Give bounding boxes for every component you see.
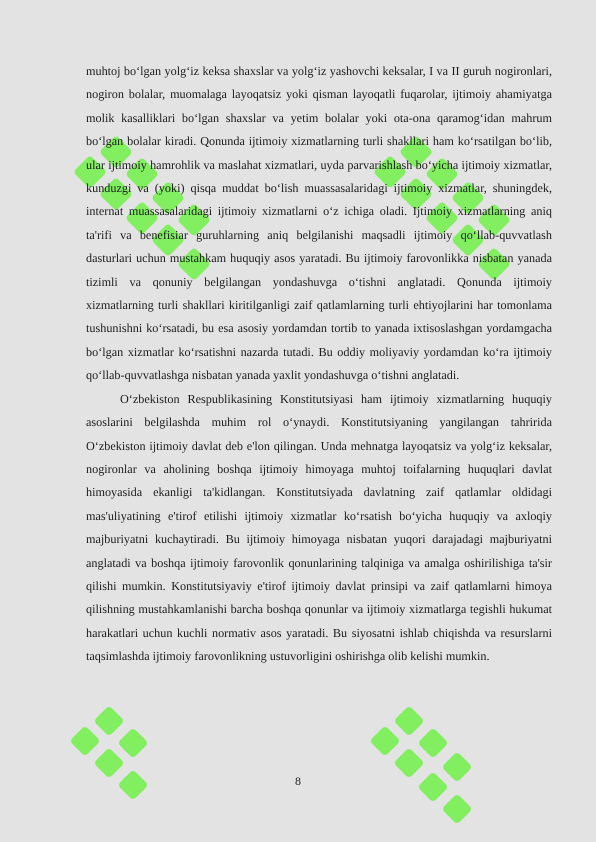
watermark-mark [60, 700, 180, 820]
watermark-mark [360, 690, 510, 840]
paragraph: O‘zbekiston Respublikasining Konstitutsiyasi ham ijtimoiy xizmatlarning huquqiy asoslarini belgilashda muhim rol o‘ynaydi. Konstitutsiyaning yangilangan tahririda O‘zbekiston ijtimoiy davlat deb e'lon qilingan. Unda mehnatga layoqatsiz va yolg‘iz keksalar, nogironlar va aholining boshqa ijtimoiy himoyaga muhtoj toifalarning huquqlari davlat himoyasida ekanligi ta'kidlangan. Konstitutsiyada davlatning zaif qatlamlar oldidagi mas'uliyatining e'tirof etilishi ijtimoiy xizmatlar ko‘rsatish bo‘yicha huquqiy va axloqiy majburiyatni kuchaytiradi. Bu ijtimoiy himoyaga nisbatan yuqori darajadagi majburiyatni anglatadi va boshqa ijtimoiy farovonlik qonunlarining talqiniga va amalga oshirilishiga ta'sir qilishi mumkin. Konstitutsiyaviy e'tirof ijtimoiy davlat prinsipi va zaif qatlamlarni himoya qilishning mustahkamlanishi barcha boshqa qonunlar va ijtimoiy xizmatlarga tegishli hukumat harakatlari uchun kuchli normativ asos yaratadi. Bu siyosatni ishlab chiqishda va resurslarni taqsimlashda ijtimoiy farovonlikning ustuvorligini oshirishga olib kelishi mumkin. [86, 391, 552, 664]
paragraph: muhtoj bo‘lgan yolg‘iz keksa shaxslar va yolg‘iz yashovchi keksalar, I va II guruh nogironlari, nogiron bolalar, muomalaga layoqatsiz yoki qisman layoqatli fuqarolar, ijtimoiy ahamiyatga molik kasalliklari bo‘lgan shaxslar va yetim bolalar yoki ota-ona qaramog‘idan mahrum bo‘lgan bolalar kiradi. Qonunda ijtimoiy xizmatlarning turli shakllari ham ko‘rsatilgan bo‘lib, ular ijtimoiy hamrohlik va maslahat xizmatlari, uyda parvarishlash bo‘yicha ijtimoiy xizmatlar, kunduzgi va (yoki) qisqa muddat bo‘lish muassasalaridagi ijtimoiy xizmatlar, shuningdek, internat muassasalaridagi ijtimoiy xizmatlarni o‘z ichiga oladi. Ijtimoiy xizmatlarning aniq ta'rifi va benefisiar guruhlarning aniq belgilanishi maqsadli ijtimoiy qo‘llab-quvvatlash dasturlari uchun mustahkam huquqiy asos yaratadi. Bu ijtimoiy farovonlikka nisbatan yanada tizimli va qonuniy belgilangan yondashuvga o‘tishni anglatadi. Qonunda ijtimoiy xizmatlarning turli shakllari kiritilganligi zaif qatlamlarning turli ehtiyojlarini har tomonlama tushunishni ko‘rsatadi, bu esa asosiy yordamdan tortib to yanada ixtisoslashgan yordamgacha bo‘lgan xizmatlar ko‘rsatishni nazarda tutadi. Bu oddiy moliyaviy yordamdan ko‘ra ijtimoiy qo‘llab-quvvatlashga nisbatan yanada yaxlit yondashuvga o‘tishni anglatadi. [86, 64, 552, 383]
body-text [86, 60, 552, 669]
page-number: 8 [295, 774, 301, 788]
